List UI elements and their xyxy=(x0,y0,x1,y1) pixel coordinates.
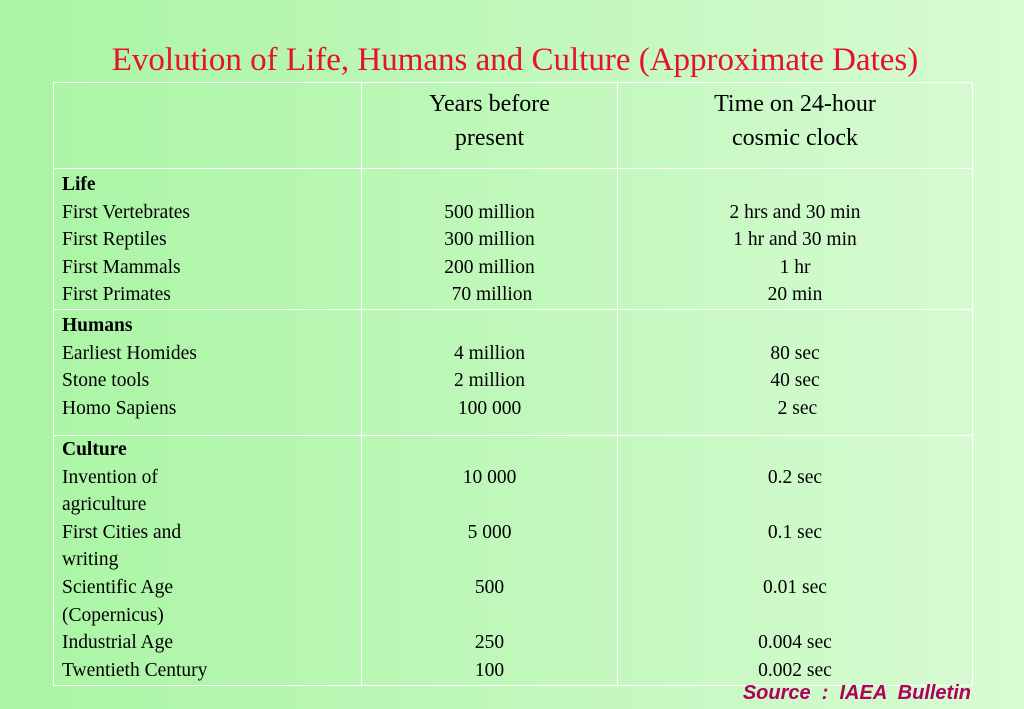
page-title: Evolution of Life, Humans and Culture (Approximate Dates) xyxy=(111,42,919,78)
row-clock: 2 hrs and 30 min xyxy=(729,201,861,223)
row-clock: 0.004 sec xyxy=(758,632,832,654)
row-label: First Cities and xyxy=(62,521,182,543)
row-label: Homo Sapiens xyxy=(62,397,177,419)
table-header-row xyxy=(54,83,973,169)
section-life-labels xyxy=(54,169,362,310)
row-label: Stone tools xyxy=(62,370,150,392)
section-row-culture xyxy=(54,436,973,686)
row-label: Twentieth Century xyxy=(62,659,208,681)
section-humans-years xyxy=(362,310,618,436)
row-clock: 1 hr xyxy=(779,256,811,278)
row-years: 70 million xyxy=(446,284,533,306)
row-label: Invention of xyxy=(62,466,158,488)
section-culture-years xyxy=(362,436,618,686)
evolution-table xyxy=(53,82,973,686)
row-clock: 2 sec xyxy=(772,397,818,419)
row-label: Scientific Age xyxy=(62,576,174,598)
section-life-clock xyxy=(618,169,973,310)
row-years: 250 xyxy=(474,632,505,654)
section-heading-culture: Culture xyxy=(62,439,127,460)
row-label-cont: agriculture xyxy=(62,494,147,516)
header-years-line-1: Years before xyxy=(429,91,550,117)
header-clock-line-1: Time on 24-hour xyxy=(714,91,876,117)
row-clock: 80 sec xyxy=(770,342,820,364)
source-citation: Source : IAEA Bulletin xyxy=(742,682,971,704)
section-heading-life: Life xyxy=(62,174,96,195)
header-years-before-present xyxy=(362,83,618,169)
row-label: First Primates xyxy=(62,284,171,306)
row-years: 500 xyxy=(474,576,505,598)
header-empty-cell xyxy=(54,83,362,169)
row-clock: 1 hr and 30 min xyxy=(733,229,857,251)
row-label: Industrial Age xyxy=(62,632,174,654)
row-years: 10 000 xyxy=(462,466,517,488)
row-years: 4 million xyxy=(454,342,525,364)
header-cosmic-clock xyxy=(618,83,973,169)
row-clock: 0.1 sec xyxy=(767,521,823,543)
row-label: Earliest Homides xyxy=(62,342,197,364)
section-culture-labels xyxy=(54,436,362,686)
header-years-line-2: present xyxy=(454,125,525,151)
row-years: 100 000 xyxy=(457,397,522,419)
header-clock-line-2: cosmic clock xyxy=(732,125,858,151)
section-culture-clock xyxy=(618,436,973,686)
row-years: 300 million xyxy=(444,229,535,251)
section-row-life xyxy=(54,169,973,310)
row-label: First Vertebrates xyxy=(62,201,190,223)
row-clock: 0.002 sec xyxy=(758,659,832,681)
section-life-years xyxy=(362,169,618,310)
row-label: First Mammals xyxy=(62,256,181,278)
row-label-cont: (Copernicus) xyxy=(62,604,164,626)
row-label-cont: writing xyxy=(62,549,119,571)
row-years: 100 xyxy=(474,659,505,681)
row-years: 2 million xyxy=(454,370,525,392)
section-row-humans xyxy=(54,310,973,436)
row-clock: 0.2 sec xyxy=(767,466,823,488)
row-years: 200 million xyxy=(444,256,535,278)
row-years: 500 million xyxy=(444,201,535,223)
row-label: First Reptiles xyxy=(62,229,167,251)
row-clock: 40 sec xyxy=(770,370,820,392)
section-humans-labels xyxy=(54,310,362,436)
row-clock: 20 min xyxy=(767,284,823,306)
section-heading-humans: Humans xyxy=(62,315,133,336)
row-years: 5 000 xyxy=(467,521,512,543)
section-humans-clock xyxy=(618,310,973,436)
row-clock: 0.01 sec xyxy=(763,576,827,598)
